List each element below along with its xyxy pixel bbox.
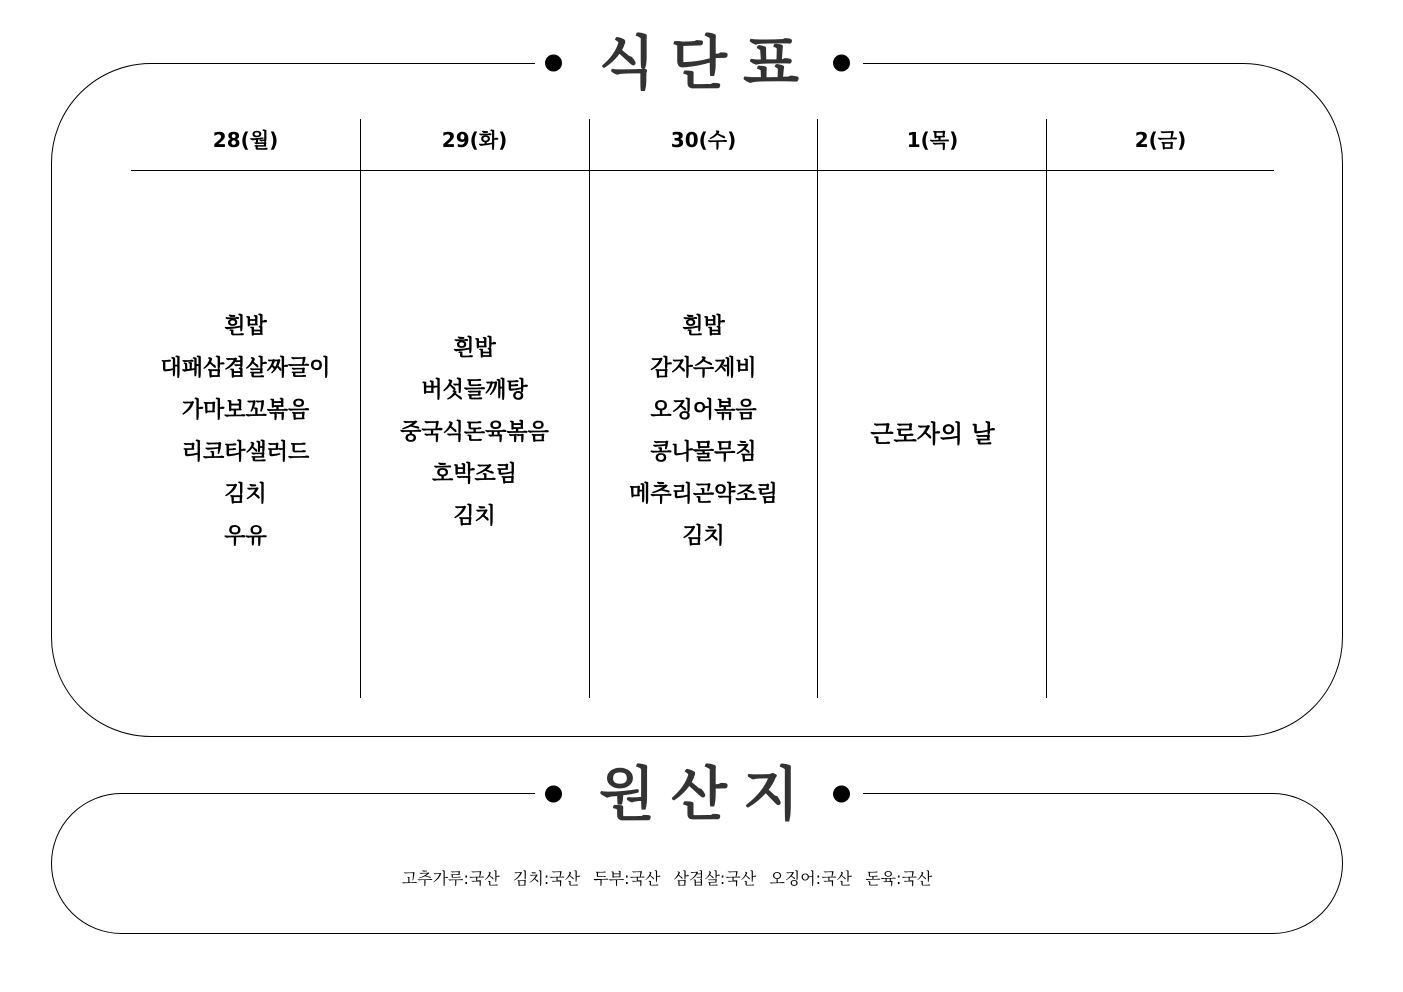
day-menu-mon	[131, 306, 360, 558]
menu-item: 김치	[453, 504, 496, 529]
menu-item: 흰밥	[453, 336, 496, 361]
day-menu-wed	[589, 306, 818, 558]
origin-title: 원산지	[598, 760, 816, 828]
day-header-fri: 2(금)	[1134, 128, 1187, 152]
day-header-thu: 1(목)	[906, 128, 959, 152]
menu-item: 콩나물무침	[650, 440, 757, 465]
origin-entry: 삼겹살:국산	[673, 869, 757, 888]
origin-list	[51, 866, 1291, 892]
menu-item: 메추리곤약조림	[629, 482, 778, 507]
menu-item: 대패삼겹살짜글이	[160, 356, 331, 381]
menu-item: 가마보꼬볶음	[181, 398, 310, 423]
menu-title: 식단표	[598, 29, 816, 97]
menu-item: 호박조림	[431, 462, 517, 487]
origin-entry: 오징어:국산	[769, 869, 852, 888]
origin-entry: 두부:국산	[593, 869, 661, 888]
menu-item: 버섯들깨탕	[421, 378, 528, 403]
menu-item: 김치	[682, 524, 725, 549]
holiday-note: 근로자의 날	[870, 420, 995, 448]
bullet-dot-icon	[545, 786, 562, 803]
origin-entry: 고추가루:국산	[401, 869, 500, 888]
origin-entry: 김치:국산	[512, 869, 581, 888]
column-divider	[1046, 119, 1047, 698]
origin-title-badge	[535, 762, 863, 826]
menu-item: 우유	[224, 524, 267, 549]
origin-entry: 돈육:국산	[865, 869, 933, 888]
day-header-wed: 30(수)	[670, 128, 737, 152]
bullet-dot-icon	[833, 55, 850, 72]
menu-item: 리코타샐러드	[181, 440, 310, 465]
day-header-mon: 28(월)	[212, 128, 279, 152]
menu-item: 흰밥	[682, 314, 725, 339]
bullet-dot-icon	[545, 55, 562, 72]
day-header-tue: 29(화)	[441, 128, 508, 152]
menu-item: 감자수제비	[650, 356, 757, 381]
menu-item: 흰밥	[224, 314, 267, 339]
menu-item: 중국식돈육볶음	[400, 420, 549, 445]
day-menu-tue	[360, 328, 589, 538]
bullet-dot-icon	[833, 786, 850, 803]
header-divider	[131, 170, 1274, 171]
menu-item: 오징어볶음	[650, 398, 757, 423]
menu-item: 김치	[224, 482, 267, 507]
menu-title-badge	[535, 31, 863, 95]
